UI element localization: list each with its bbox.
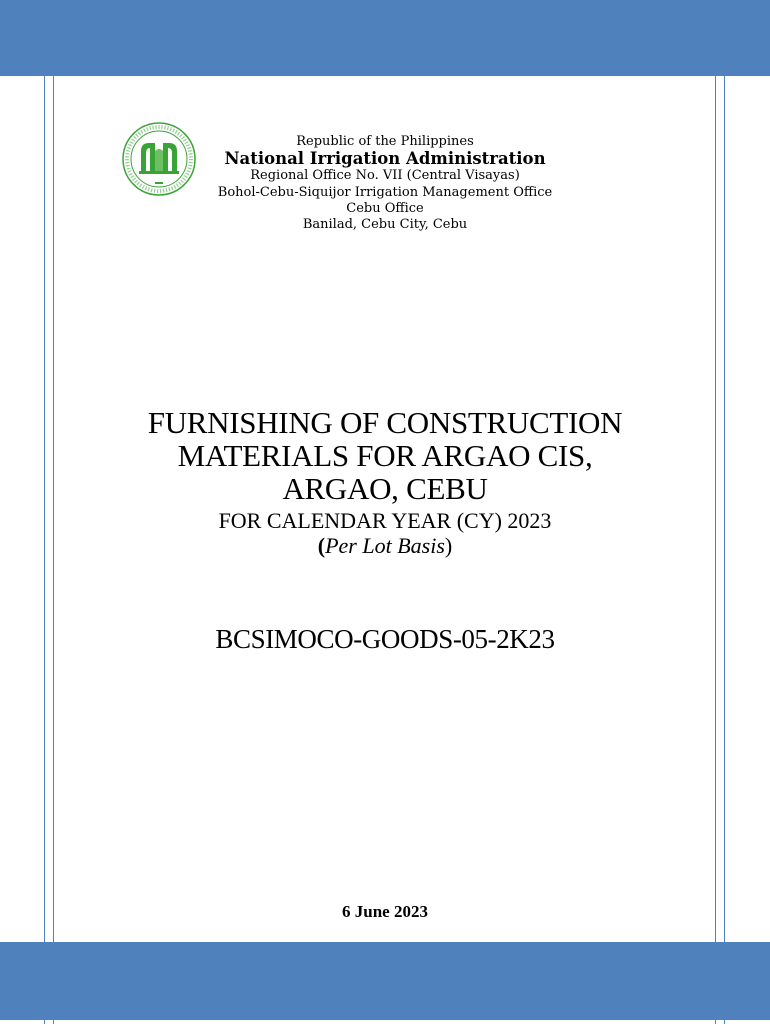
basis-open-paren: ( (317, 533, 326, 558)
bottom-border-band (0, 942, 770, 1020)
document-date: 6 June 2023 (342, 902, 428, 921)
title-line-3: ARGAO, CEBU (282, 471, 488, 506)
basis-close-paren: ) (444, 533, 453, 558)
document-title (80, 406, 690, 558)
title-line-1: FURNISHING OF CONSTRUCTION (147, 405, 623, 440)
reference-code: BCSIMOCO-GOODS-05-2K23 (215, 624, 555, 654)
title-line-2: MATERIALS FOR ARGAO CIS, (177, 438, 593, 473)
address-line: Banilad, Cebu City, Cebu (302, 217, 468, 233)
calendar-year-line: FOR CALENDAR YEAR (CY) 2023 (218, 508, 552, 533)
office-line: Cebu Office (346, 200, 424, 216)
right-border-line-inner (715, 76, 716, 1024)
regional-office-line: Regional Office No. VII (Central Visayas) (250, 168, 520, 184)
basis-line (80, 534, 690, 558)
agency-name: National Irrigation Administration (224, 149, 546, 169)
management-office-line: Bohol-Cebu-Siquijor Irrigation Management Office (217, 184, 553, 200)
top-border-band (0, 0, 770, 76)
right-border-line-outer (724, 76, 725, 1024)
republic-line: Republic of the Philippines (296, 134, 474, 149)
basis-text: Per Lot Basis (325, 533, 445, 558)
left-border-line-outer (44, 76, 45, 1024)
agency-header (185, 134, 585, 233)
left-border-line-inner (53, 76, 54, 1024)
